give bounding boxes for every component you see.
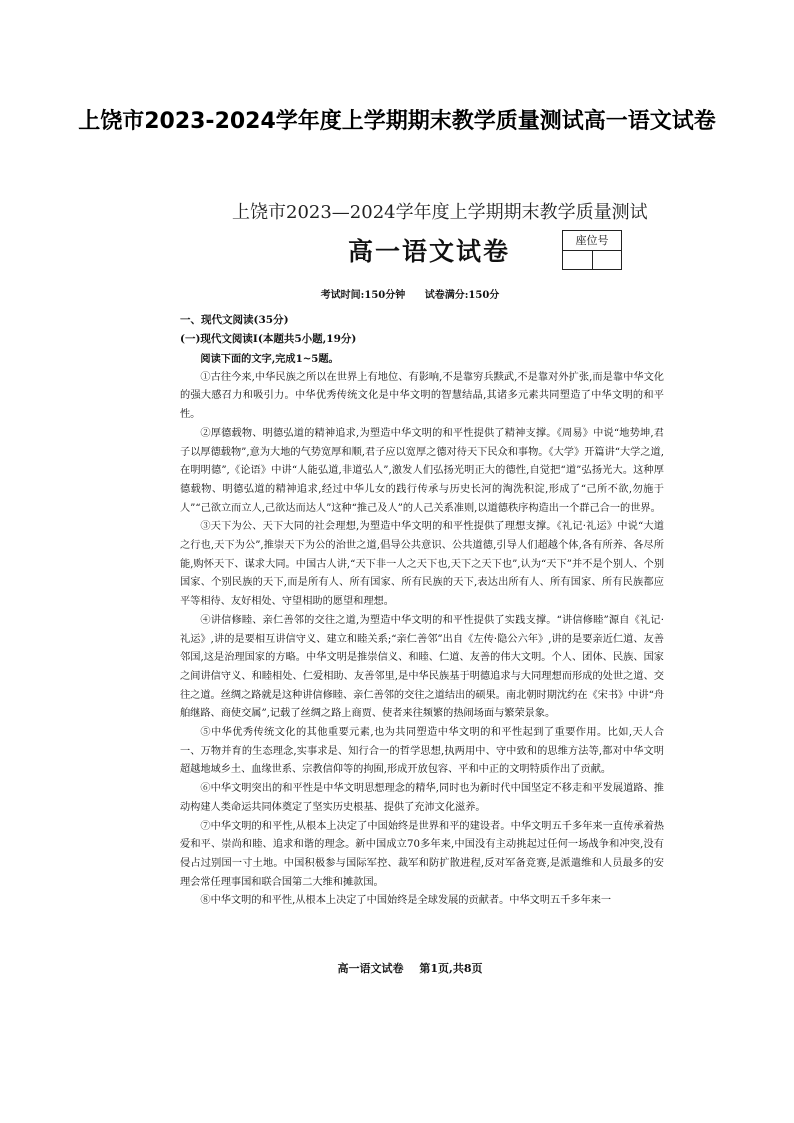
exam-subtitle: 上饶市2023—2024学年度上学期期末教学质量测试 — [232, 202, 648, 223]
exam-score: 试卷满分:150分 — [424, 290, 500, 301]
paragraph: ⑤中华优秀传统文化的其他重要元素,也为共同塑造中华文明的和平性起到了重要作用。比如,天人合一、万物并育的生态理念,实事求是、知行合一的哲学思想,执两用中、守中致和的思维方法等,都对中华文明超越地域乡土、血缘世系、宗教信仰等的拘囿,形成开放包容、平和中正的文明特质作出了贡献。 — [180, 727, 664, 776]
exam-title: 高一语文试卷 — [348, 237, 511, 266]
paragraph: ④讲信修睦、亲仁善邻的交往之道,为塑造中华文明的和平性提供了实践支撑。“讲信修睦”源自《礼记·礼运》,讲的是要相互讲信守义、建立和睦关系;“亲仁善邻”出自《左传·隐公六年》,讲的是要亲近仁道、友善邻国,这是治理国家的方略。中华文明是推崇信义、和睦、仁道、友善的伟大文明。个人、团体、民族、国家之间讲信守义、和睦相处、仁爱相助、友善邻里,是中华民族基于明德追求与大同理想而形成的处世之道、交往之道。丝绸之路就是这种讲信修睦、亲仁善邻的交往之道结出的硕果。南北朝时期沈约在《宋书》中讲“舟舶继路、商使交属”,记载了丝绸之路上商贾、使者来往频繁的热闹场面与繁荣景象。 — [180, 614, 665, 720]
paragraph: ⑦中华文明的和平性,从根本上决定了中国始终是世界和平的建设者。中华文明五千多年来一直传承着热爱和平、崇尚和睦、追求和谐的理念。新中国成立70多年来,中国没有主动挑起过任何一场战争和冲突,没有侵占过别国一寸土地。中国积极参与国际军控、裁军和防扩散进程,反对军备竞赛,是派遣维和人员最多的安理会常任理事国和联合国第二大维和摊款国。 — [180, 820, 664, 888]
footer-exam-name: 高一语文试卷 — [337, 962, 404, 975]
page-heading: 上饶市2023-2024学年度上学期期末教学质量测试高一语文试卷 — [78, 109, 716, 134]
subsection-heading: (一)现代文阅读Ⅰ(本题共5小题,19分) — [180, 333, 357, 345]
paragraph: ②厚德载物、明德弘道的精神追求,为塑造中华文明的和平性提供了精神支撑。《周易》中说“地势坤,君子以厚德载物”,意为大地的气势宽厚和顺,君子应以宽厚之德对待天下民众和事物。《大学》开篇讲“大学之道,在明明德”,《论语》中讲“人能弘道,非道弘人”,激发人们弘扬光明正大的德性,自觉把“道”弘扬光大。这种厚德载物、明德弘道的精神追求,经过中华儿女的践行传承与历史长河的淘洗积淀,形成了“己所不欲,勿施于人”“己欲立而立人,己欲达而达人”这种“推己及人”的人己关系准则,以道德秩序构造出一个群己合一的世界。 — [180, 427, 664, 514]
reading-passage — [180, 350, 664, 911]
seat-number-box — [562, 230, 622, 270]
exam-info — [158, 286, 662, 301]
seat-number-label: 座位号 — [563, 231, 621, 251]
seat-number-cells — [563, 251, 621, 270]
scanned-exam-page — [158, 190, 665, 990]
paragraph: ①古往今来,中华民族之所以在世界上有地位、有影响,不是靠穷兵黩武,不是靠对外扩张,而是靠中华文化的强大感召力和吸引力。中华优秀传统文化是中华文明的智慧结晶,其诸多元素共同塑造了中华文明的和平性。 — [180, 371, 664, 421]
paragraph: ⑥中华文明突出的和平性是中华文明思想理念的精华,同时也为新时代中国坚定不移走和平发展道路、推动构建人类命运共同体奠定了坚实历史根基、提供了充沛文化滋养。 — [180, 783, 664, 813]
paragraph: ③天下为公、天下大同的社会理想,为塑造中华文明的和平性提供了理想支撑。《礼记·礼运》中说“大道之行也,天下为公”,推崇天下为公的治世之道,倡导公共意识、公共道德,引导人们超越个体,各有所养、各尽所能,购怀天下、谋求大同。中国古人讲,“天下非一人之天下也,天下之天下也”,认为“天下”并不是个别人、个别国家、个别民族的天下,而是所有人、所有国家、所有民族的天下,表达出所有人、所有国家、所有民族都应平等相待、友好相处、守望相助的愿望和理想。 — [180, 521, 664, 608]
footer-page-number: 第1页,共8页 — [419, 962, 483, 975]
section-heading: 一、现代文阅读(35分) — [180, 314, 289, 326]
reading-instruction: 阅读下面的文字,完成1~5题。 — [200, 353, 339, 365]
page-footer — [158, 960, 662, 976]
exam-time: 考试时间:150分钟 — [320, 290, 406, 301]
paragraph: ⑧中华文明的和平性,从根本上决定了中国始终是全球发展的贡献者。中华文明五千多年来一 — [200, 895, 612, 907]
